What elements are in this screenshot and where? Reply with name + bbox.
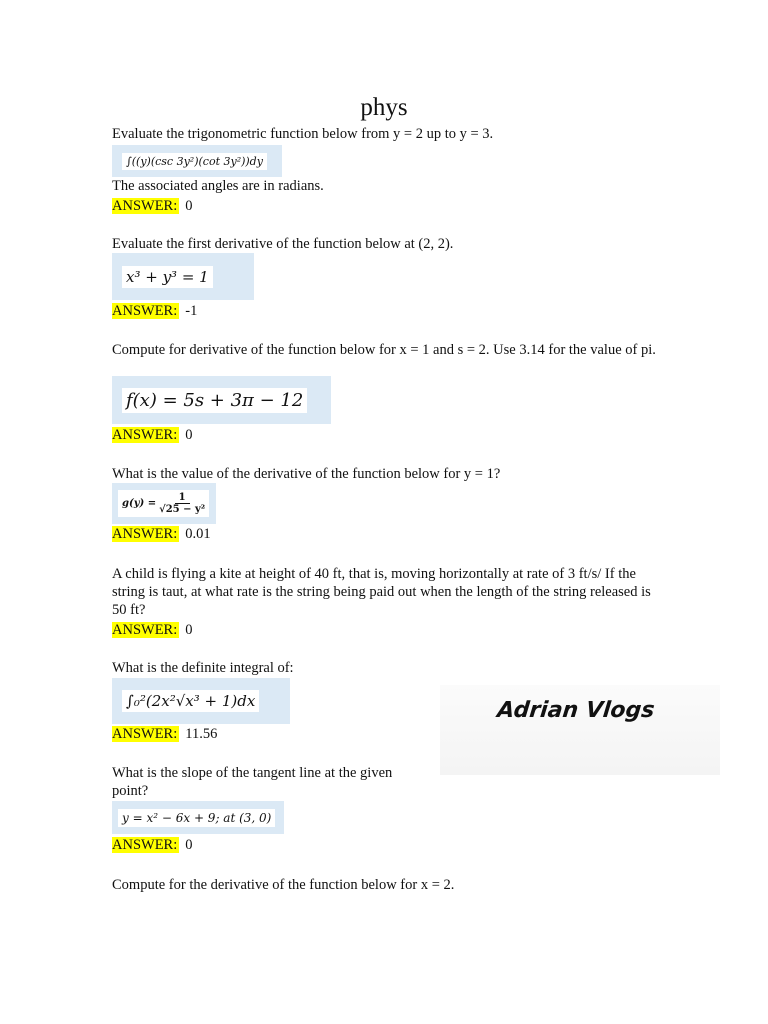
equation-4-fraction: [159, 492, 205, 515]
answer-label: ANSWER:: [112, 198, 178, 214]
question-1-text: Evaluate the trigonometric function below from y = 2 up to y = 3.: [112, 126, 494, 142]
answer-value: 11.56: [185, 726, 218, 742]
equation-6: [112, 678, 290, 724]
watermark-text: Adrian Vlogs: [496, 698, 656, 723]
watermark-logo: [440, 685, 720, 775]
answer-label: ANSWER:: [112, 622, 178, 638]
answer-label: ANSWER:: [112, 726, 178, 742]
answer-value: 0.01: [185, 526, 211, 542]
equation-6-expr: ∫₀²(2x²√x³ + 1)dx: [122, 690, 259, 712]
equation-3-expr: f(x) = 5s + 3π − 12: [122, 388, 307, 413]
question-7-text: What is the slope of the tangent line at the given point?: [112, 765, 393, 799]
answer-label: ANSWER:: [112, 837, 178, 853]
question-4-text: What is the value of the derivative of the function below for y = 1?: [112, 466, 501, 482]
equation-4-lhs: g(y) =: [122, 498, 157, 509]
equation-7: [112, 801, 284, 834]
answer-4: [112, 525, 211, 543]
question-6-text: What is the definite integral of:: [112, 660, 294, 676]
page-title: phys: [360, 94, 408, 121]
equation-2-expr: x³ + y³ = 1: [122, 266, 213, 288]
equation-7-expr: y = x² − 6x + 9; at (3, 0): [118, 809, 275, 827]
equation-4-expr: [118, 490, 209, 517]
equation-4-numerator: 1: [175, 492, 190, 504]
answer-label: ANSWER:: [112, 303, 178, 319]
answer-value: 0: [185, 198, 193, 214]
equation-2: [112, 253, 254, 300]
answer-6: [112, 725, 217, 743]
answer-3: [112, 426, 193, 444]
answer-value: 0: [185, 427, 193, 443]
answer-5: [112, 621, 193, 639]
question-3-text: Compute for derivative of the function below for x = 1 and s = 2. Use 3.14 for the value of pi.: [112, 342, 656, 358]
equation-1: [112, 145, 282, 177]
question-2-text: Evaluate the first derivative of the function below at (2, 2).: [112, 236, 454, 252]
equation-3: [112, 376, 331, 424]
answer-7: [112, 836, 193, 854]
answer-1: [112, 197, 193, 215]
answer-label: ANSWER:: [112, 427, 178, 443]
answer-label: ANSWER:: [112, 526, 178, 542]
answer-value: -1: [185, 303, 198, 319]
equation-4: [112, 483, 216, 524]
question-1-note: The associated angles are in radians.: [112, 178, 324, 194]
equation-1-expr: ∫((y)(csc 3y²)(cot 3y²))dy: [122, 153, 267, 170]
question-5-text: A child is flying a kite at height of 40 ft, that is, moving horizontally at rate of 3 ft/s/ If the string is taut, at what rate is the string being paid out when the length of the string released is 50 ft?: [112, 566, 651, 618]
question-8-text: Compute for the derivative of the function below for x = 2.: [112, 877, 455, 893]
answer-value: 0: [185, 837, 193, 853]
watermark-logo-graphic: [440, 685, 720, 775]
answer-2: [112, 302, 197, 320]
answer-value: 0: [185, 622, 193, 638]
equation-4-denominator: √25 − y²: [159, 504, 206, 515]
